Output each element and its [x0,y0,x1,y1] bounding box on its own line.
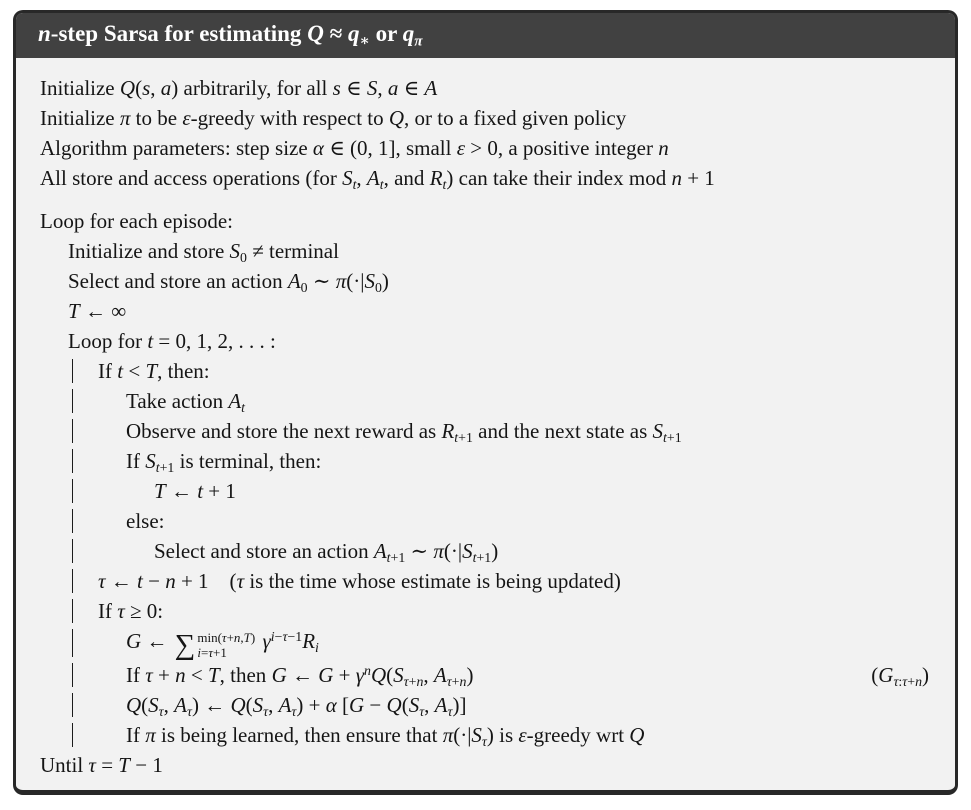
line-text: else: [126,509,165,533]
line-text: If τ ≥ 0: [98,599,164,623]
line-text: Take action $A_t$ [126,389,246,415]
algorithm-line [40,596,933,626]
algorithm-line [40,356,933,386]
line-text: All store and access operations (for $S_t$, $A_t$, and $R_t$) can take their index mod n + 1 [40,166,715,192]
line-text: T ← ∞ [68,299,127,323]
algorithm-line [40,536,933,566]
algorithm-line [40,133,933,163]
blank-line [40,193,933,206]
line-text: Algorithm parameters: step size α ∈ (0, 1], small ε > 0, a positive integer n [40,136,669,160]
algorithm-line [40,446,933,476]
loop-scope-bar [72,359,73,383]
line-text: Select and store an action $A_{t+1}$ ∼ $\pi(\cdot|S_{t+1})$ [154,539,499,565]
line-text: T ← t + 1 [154,479,236,503]
algorithm-body [16,58,955,790]
algorithm-line [40,296,933,326]
line-text: Initialize π to be ε-greedy with respect to Q, or to a fixed given policy [40,106,627,130]
line-text: Initialize Q(s, a) arbitrarily, for all s ∈ S, a ∈ A [40,76,438,100]
line-text: Loop for t = 0, 1, 2, . . . : [68,329,276,353]
line-text: If t < T, then: [98,359,210,383]
algorithm-line [40,386,933,416]
loop-scope-bar [72,479,73,503]
line-text: If τ + n < T, then G ← $G + \gamma^nQ(S_{\tau+n}$, $A_{\tau+n}$) [126,663,474,690]
algorithm-line [40,660,933,690]
algorithm-line [40,626,933,660]
algorithm-line [40,476,933,506]
line-text: τ ← t − n + 1 (τ is the time whose estimate is being updated) [98,569,621,593]
loop-scope-bar [72,569,73,593]
equation-tag: $(G_{\tau:\tau+n})$ [871,663,929,690]
algorithm-line [40,73,933,103]
loop-scope-bar [72,509,73,533]
line-text: $Q(S_\tau$, $A_\tau$) ← $Q(S_\tau$, $A_\tau) + \alpha$ [$G - Q(S_\tau$, $A_\tau$)] [126,693,467,720]
line-text: G ← ∑ min(τ+n,T) i=τ+1 $\gamma^{i-\tau-1}R_i$ [126,629,319,661]
algorithm-line [40,506,933,536]
line-text: Loop for each episode: [40,209,234,233]
line-text: Until τ = T − 1 [40,753,163,778]
algorithm-line [40,566,933,596]
algorithm-line [40,163,933,193]
line-text: Select and store an action $A_0$ ∼ $\pi(\cdot|S_0)$ [68,269,389,295]
algorithm-box [13,10,958,795]
algorithm-line [40,266,933,296]
loop-scope-bar [72,663,73,687]
algorithm-line [40,750,933,780]
loop-scope-bar [72,389,73,413]
algorithm-line [40,690,933,720]
line-text: If $S_{t+1}$ is terminal, then: [126,449,322,475]
algorithm-line [40,720,933,750]
loop-scope-bar [72,419,73,443]
line-text: Observe and store the next reward as $R_{t+1}$ and the next state as $S_{t+1}$ [126,419,682,445]
algorithm-title: n-step Sarsa for estimating $Q \approx q_∗$ or $q_\pi$ [38,21,423,50]
loop-scope-bar [72,723,73,747]
loop-scope-bar [72,449,73,473]
algorithm-line [40,236,933,266]
loop-scope-bar [72,539,73,563]
loop-scope-bar [72,599,73,623]
algorithm-line [40,326,933,356]
loop-scope-bar [72,693,73,717]
algorithm-line [40,103,933,133]
loop-scope-bar [72,629,73,657]
algorithm-line [40,206,933,236]
line-text: If π is being learned, then ensure that $\pi(\cdot|S_\tau)$ is ε-greedy wrt Q [126,723,645,750]
algorithm-line [40,416,933,446]
line-text: Initialize and store $S_0$ ≠ terminal [68,239,339,265]
algorithm-title-bar [16,13,955,58]
